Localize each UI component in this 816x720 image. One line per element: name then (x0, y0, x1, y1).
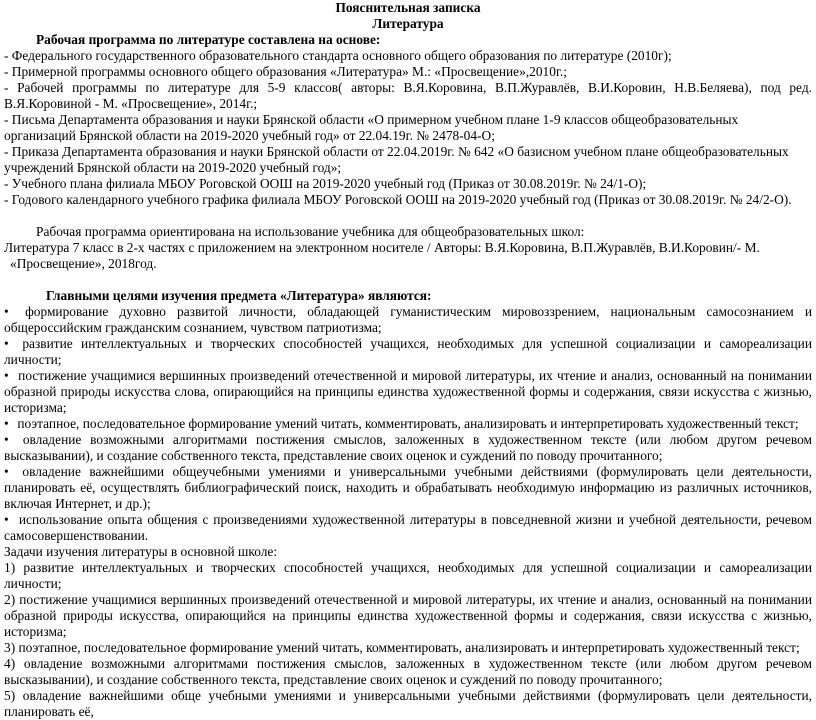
source-item: - Примерной программы основного общего образования «Литература» М.: «Просвещение»,2010г.; (4, 64, 567, 79)
goal-item: • формирование духовно развитой личности, обладающей гуманистическим мировоззрением, национальным самосознанием и общероссийским гражданским сознанием, чувством патриотизма; (4, 304, 812, 335)
bullet-icon: • (4, 432, 9, 447)
goal-item: • постижение учащимися вершинных произведений отечественной и мировой литературы, их чтение и анализ, основанный на понимании образной природы искусства слова, опирающийся на принципы единства художественной формы и содержания, связи искусства с жизнью, историзма; (4, 368, 812, 415)
bullet-icon: • (4, 336, 9, 351)
bullet-icon: • (4, 304, 9, 319)
bullet-icon: • (4, 512, 9, 527)
source-item: - Письма Департамента образования и науки Брянской области «О примерном учебном плане 1-9 классов общеобразовательных организаций Брянской области на 2019-2020 учебный год» от 22.04.19г. № 2478-04-О; (4, 112, 739, 143)
textbook-line: Литература 7 класс в 2-х частях с приложением на электронном носителе / Авторы: В.Я.Коровина, В.П.Журавлёв, В.И.Коровин/- М. (4, 240, 760, 255)
task-item: 5) овладение важнейшими обще учебными умениями и универсальными учебными действиями (формулировать цели деятельности, планировать её, (4, 688, 812, 719)
textbook-publisher: «Просвещение», 2018год. (10, 256, 157, 271)
bullet-icon: • (4, 416, 9, 431)
sources-list (4, 48, 812, 208)
source-item: - Федерального государственного образовательного стандарта основного общего образования по литературе (2010г); (4, 48, 672, 63)
source-item: - Учебного плана филиала МБОУ Роговской ООШ на 2019-2020 учебный год (Приказ от 30.08.2019г. № 24/1-О); (4, 176, 647, 191)
goal-item: • развитие интеллектуальных и творческих способностей учащихся, необходимых для успешной социализации и самореализации личности; (4, 336, 812, 367)
goals-list (4, 304, 812, 544)
goal-item: • использование опыта общения с произведениями художественной литературы в повседневной жизни и учебной деятельности, речевом самосовершенствовании. (4, 512, 812, 543)
source-item: - Рабочей программы по литературе для 5-9 классов( авторы: В.Я.Коровина, В.П.Журавлёв, В.И.Коровин, Н.В.Беляева), под ред. В.Я.Коровиной - М. «Просвещение», 2014г.; (4, 80, 812, 111)
textbook-intro: Рабочая программа ориентирована на использование учебника для общеобразовательных школ: (36, 224, 585, 239)
source-item: - Годового календарного учебного графика филиала МБОУ Роговской ООШ на 2019-2020 учебный год (Приказ от 30.08.2019г. № 24/2-О). (4, 192, 792, 207)
tasks-list (4, 560, 812, 720)
document-title: Пояснительная записка (335, 0, 481, 15)
goal-item: • поэтапное, последовательное формирование умений читать, комментировать, анализировать и интерпретировать художественный текст; (4, 416, 799, 431)
goal-item: • овладение важнейшими общеучебными умениями и универсальными учебными действиями (формулировать цели деятельности, планировать её, осуществлять библиографический поиск, находить и обрабатывать необходимую информацию из различных источников, включая Интернет, и др.); (4, 464, 812, 511)
document-subtitle: Литература (372, 16, 444, 31)
task-item: 3) поэтапное, последовательное формирование умений читать, комментировать, анализировать и интерпретировать художественный текст; (4, 640, 800, 655)
source-item: - Приказа Департамента образования и науки Брянской области от 22.04.2019г. № 642 «О базисном учебном плане общеобразовательных учреждений Брянской области на 2019-2020 учебный год»; (4, 144, 789, 175)
bullet-icon: • (4, 464, 9, 479)
goal-item: • овладение возможными алгоритмами постижения смыслов, заложенных в художественном тексте (или любом другом речевом высказывании), и создание собственного текста, представление своих оценок и суждений по поводу прочитанного; (4, 432, 812, 463)
task-item: 2) постижение учащимися вершинных произведений отечественной и мировой литературы, их чтение и анализ, основанный на понимании образной природы искусства, опирающийся на принципы единства художественной формы и содержания, связи искусства с жизнью, историзма; (4, 592, 812, 639)
tasks-heading: Задачи изучения литературы в основной школе: (4, 544, 278, 559)
task-item: 4) овладение возможными алгоритмами постижения смыслов, заложенных в художественном тексте (или любом другом речевом высказывании), и создание собственного текста, представление своих оценок и суждений по поводу прочитанного; (4, 656, 812, 687)
bullet-icon: • (4, 368, 9, 383)
intro-heading: Рабочая программа по литературе составлена на основе: (36, 32, 381, 47)
goals-heading: Главными целями изучения предмета «Литература» являются: (46, 288, 432, 303)
task-item: 1) развитие интеллектуальных и творческих способностей учащихся, необходимых для успешной социализации и самореализации личности; (4, 560, 812, 591)
